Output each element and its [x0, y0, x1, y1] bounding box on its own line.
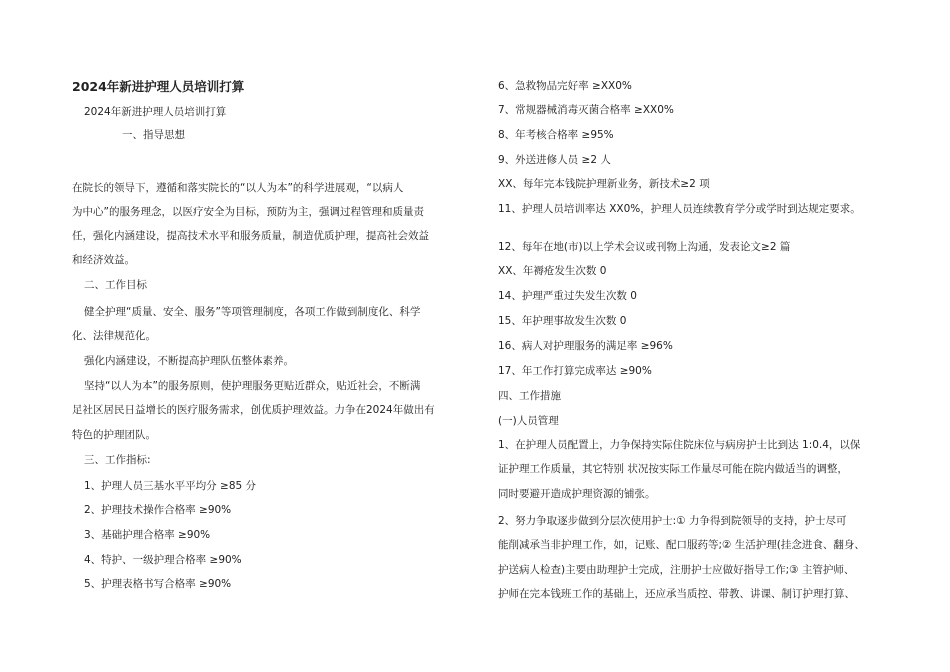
paragraph-line: 护送病人检查)主要由助理护士完成，注册护士应做好指导工作;③ 主管护师、 [498, 564, 855, 576]
paragraph-line: 在院长的领导下，遵循和落实院长的“以人为本”的科学进展观，“以病人 [72, 182, 404, 194]
heading-guiding-ideology: 一、指导思想 [122, 129, 185, 141]
indicator-item: 11、护理人员培训率达 XX0%，护理人员连续教育学分或学时到达规定要求。 [498, 203, 861, 215]
heading-work-indicators: 三、工作指标: [84, 454, 151, 466]
indicator-item: 16、病人对护理服务的满足率 ≥96% [498, 340, 673, 352]
paragraph-line: 和经济效益。 [72, 254, 135, 266]
indicator-item: 12、每年在地(市)以上学术会议或刊物上沟通，发表论文≥2 篇 [498, 241, 791, 253]
paragraph-line: 特色的护理团队。 [72, 429, 156, 441]
indicator-item: 17、年工作打算完成率达 ≥90% [498, 365, 652, 377]
paragraph-line: 化、法律规范化。 [72, 330, 156, 342]
indicator-item: 5、护理表格书写合格率 ≥90% [84, 578, 232, 590]
heading-work-measures: 四、工作措施 [498, 390, 561, 402]
indicator-item: 2、护理技术操作合格率 ≥90% [84, 504, 232, 516]
paragraph-line: 任，强化内涵建设，提高技术水平和服务质量，制造优质护理，提高社会效益 [72, 230, 429, 242]
heading-work-goals: 二、工作目标 [84, 279, 147, 291]
paragraph-line: 护师在完本钱班工作的基础上，还应承当质控、带教、讲课、制订护理打算、 [498, 588, 855, 600]
paragraph-line: 强化内涵建设，不断提高护理队伍整体素养。 [84, 355, 294, 367]
indicator-item: 9、外送进修人员 ≥2 人 [498, 154, 611, 166]
paragraph-line: 健全护理“质量、安全、服务”等项管理制度，各项工作做到制度化、科学 [84, 306, 421, 318]
indicator-item: 4、特护、一级护理合格率 ≥90% [84, 554, 242, 566]
paragraph-line: 2、努力争取逐步做到分层次使用护士:① 力争得到院领导的支持，护士尽可 [498, 515, 847, 527]
paragraph-line: 坚持“以人为本”的服务原则，使护理服务更贴近群众，贴近社会，不断满 [84, 380, 421, 392]
paragraph-line: 1、在护理人员配置上，力争保持实际住院床位与病房护士比到达 1:0.4，以保 [498, 439, 861, 451]
heading-personnel-management: (一)人员管理 [498, 415, 559, 427]
indicator-item: 15、年护理事故发生次数 0 [498, 315, 627, 327]
indicator-item: 6、急救物品完好率 ≥XX0% [498, 80, 632, 92]
indicator-item: XX、每年完本钱院护理新业务，新技术≥2 项 [498, 178, 710, 190]
paragraph-line: 足社区居民日益增长的医疗服务需求，创优质护理效益。力争在2024年做出有 [72, 404, 435, 416]
paragraph-line: 证护理工作质量，其它特别 状况按实际工作量尽可能在院内做适当的调整， [498, 463, 848, 475]
indicator-item: XX、年褥疮发生次数 0 [498, 265, 607, 277]
document-title: 2024年新进护理人员培训打算 [72, 79, 245, 94]
indicator-item: 14、护理严重过失发生次数 0 [498, 290, 637, 302]
document-subtitle: 2024年新进护理人员培训打算 [84, 106, 227, 118]
paragraph-line: 能削减承当非护理工作，如，记账、配口服药等;② 生活护理(挂念进食、翻身、 [498, 539, 865, 551]
indicator-item: 3、基础护理合格率 ≥90% [84, 529, 211, 541]
indicator-item: 7、常规器械消毒灭菌合格率 ≥XX0% [498, 104, 674, 116]
indicator-item: 1、护理人员三基水平平均分 ≥85 分 [84, 480, 257, 492]
paragraph-line: 同时要避开造成护理资源的铺张。 [498, 488, 656, 500]
indicator-item: 8、年考核合格率 ≥95% [498, 129, 614, 141]
paragraph-line: 为中心”的服务理念，以医疗安全为目标，预防为主，强调过程管理和质量责 [72, 206, 424, 218]
